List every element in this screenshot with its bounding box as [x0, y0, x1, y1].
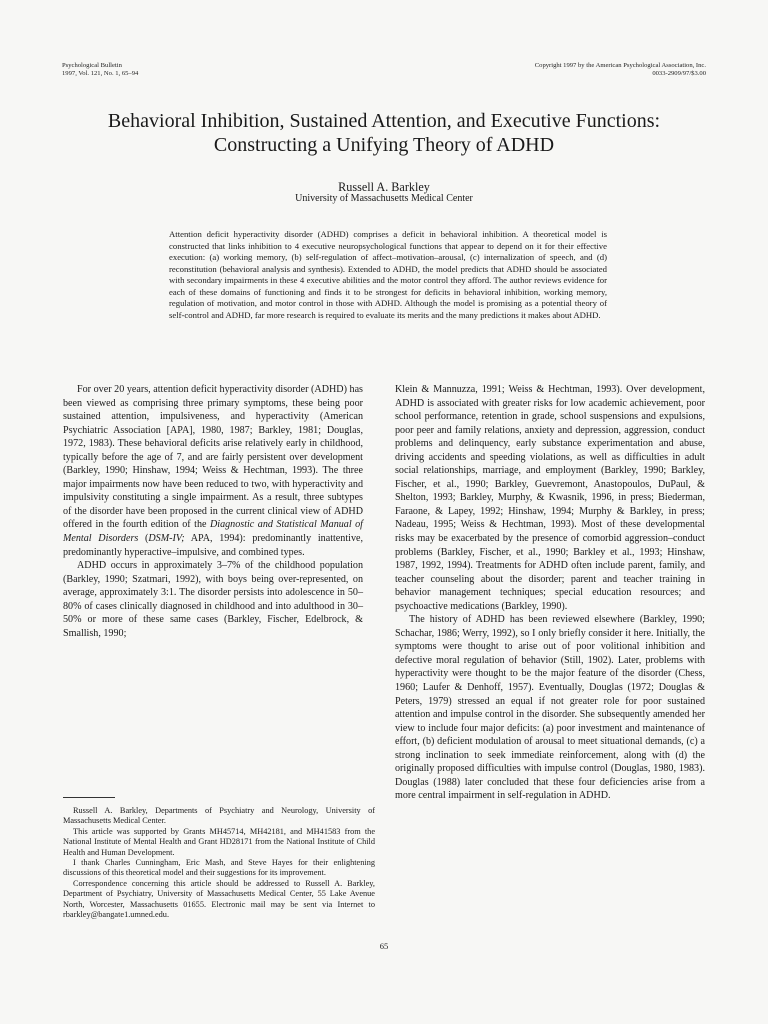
journal-name: Psychological Bulletin: [62, 62, 122, 69]
footnote-correspondence: Correspondence concerning this article should be addressed to Russell A. Barkley, Department of Psychiatry, University of Massachusetts Medical Center, 55 Lake Avenue North, Worcester, Massachusetts 01655. Electronic mail may be sent via Internet to rbarkley@bangate1.umned.edu.: [63, 878, 375, 920]
intro-paragraph-2: ADHD occurs in approximately 3–7% of the childhood population (Barkley, 1990; Szatmari, 1992), with boys being over-represented, on average, approximately 3:1. The disorder persists into adolescence in 50–80% of cases clinically diagnosed in childhood and into adulthood in 30–50% or more of these same cases (Barkley, Fischer, Edelbrock, & Smallish, 1990;: [63, 560, 363, 639]
dsm-abbrev: DSM-IV;: [148, 533, 185, 545]
copyright-header: [535, 62, 706, 77]
right-paragraph-1: Klein & Mannuzza, 1991; Weiss & Hechtman, 1993). Over development, ADHD is associated with greater risks for low academic achievement, poor school performance, retention in grade, school suspensions and expulsions, poor peer and family relations, anxiety and depression, aggression, conduct problems and delinquency, early substance experimentation and abuse, driving accidents and speeding violations, as well as difficulties in adult social relationships, marriage, and employment (Barkley, 1990; Barkley, Fischer, et al., 1990; Barkley, Guevremont, Anastopoulos, DuPaul, & Shelton, 1993; Barkley, Murphy, & Kwasnik, 1996, in press; Biederman, Faraone, & Lapey, 1992; Hinshaw, 1994; Murphy & Barkley, in press; Nadeau, 1995; Weiss & Hechtman, 1993). Most of these developmental risks may be exacerbated by the presence of comorbid aggression–conduct problems (Barkley, Fischer, et al., 1990; Barkley et al., 1993; Hinshaw, 1987, 1992, 1994). Treatments for ADHD often include parent, family, and teacher counseling about the disorder; parent and teacher training in behavior management techniques; special education resources; and psychoactive medications (Barkley, 1990).: [395, 384, 705, 612]
intro-text-c: APA, 1994): predominantly inattentive, predominantly hyperactive–impulsive, and combined types.: [63, 533, 363, 558]
intro-text-b: (: [138, 533, 149, 545]
right-paragraph-2: The history of ADHD has been reviewed elsewhere (Barkley, 1990; Schachar, 1986; Werry, 1992), so I only briefly consider it here. Initially, the symptoms were thought to arise out of poor volitional inhibition and defective moral regulation of behavior (Still, 1902). Later, problems with hyperactivity were thought to be the major feature of the disorder (Chess, 1960; Laufer & Denhoff, 1957). Eventually, Douglas (1972; Douglas & Peters, 1979) stressed an equal if not greater role for poor sustained attention and impulse control in the disorder. She subsequently amended her view to include four major deficits: (a) poor investment and maintenance of effort, (b) deficient modulation of arousal to meet situational demands, (c) a strong inclination to seek immediate reinforcement, along with (d) the originally proposed difficulties with impulse control (Douglas, 1980, 1983). Douglas (1988) later concluded that these four deficiencies arise from a more central impairment in self-regulation in ADHD.: [395, 614, 705, 802]
issn: 0033-2909/97/$3.00: [652, 69, 706, 77]
volume-info: 1997, Vol. 121, No. 1, 65–94: [62, 69, 139, 77]
dsm-title: Diagnostic and Statistical Manual of Mental Disorders: [63, 519, 363, 545]
page-number: 65: [379, 941, 389, 951]
footnote-rule: [63, 797, 115, 798]
footnote-grants: This article was supported by Grants MH45714, MH42181, and MH41583 from the National Institute of Mental Health and Grant HD28171 from the National Institute of Child Health and Human Development.: [63, 826, 375, 857]
right-column: [395, 383, 705, 803]
title-line-2: Constructing a Unifying Theory of ADHD: [213, 134, 555, 156]
left-column: [63, 383, 363, 640]
footnotes: [63, 806, 375, 920]
article-title: [40, 109, 728, 157]
title-line-1: Behavioral Inhibition, Sustained Attention, and Executive Functions:: [107, 110, 661, 132]
abstract: Attention deficit hyperactivity disorder (ADHD) comprises a deficit in behavioral inhibition. A theoretical model is constructed that links inhibition to 4 executive neuropsychological functions that appear to depend on it for their effective execution: (a) working memory, (b) self-regulation of affect–motivation–arousal, (c) internalization of speech, and (d) reconstitution (behavioral analysis and synthesis). Extended to ADHD, the model predicts that ADHD should be associated with secondary impairments in these 4 executive abilities and the motor control they afford. The author reviews evidence for each of these domains of functioning and finds it to be strongest for deficits in behavioral inhibition, working memory, regulation of motivation, and motor control in those with ADHD. Although the model is promising as a potential theory of self-control and ADHD, far more research is required to evaluate its merits and the many predictions it makes about ADHD.: [169, 229, 607, 320]
footnote-acknowledgments: I thank Charles Cunningham, Eric Mash, and Steve Hayes for their enlightening discussions of this theoretical model and their suggestions for its improvement.: [63, 858, 375, 878]
intro-text-a: For over 20 years, attention deficit hyperactivity disorder (ADHD) has been viewed as comprising three primary symptoms, these being poor sustained attention, impulsiveness, and hyperactivity (American Psychiatric Association [APA], 1980, 1987; Barkley, 1981; Douglas, 1972, 1983). These behavioral deficits arise relatively early in childhood, typically before the age of 7, and are fairly persistent over development (Barkley, 1990; Hinshaw, 1994; Weiss & Hechtman, 1993). The three major impairments now have been reduced to two, with hyperactivity and impulsivity constituting a single impairment. As a result, three subtypes of the disorder have been proposed in the current clinical view of ADHD offered in the fourth edition of the: [63, 384, 363, 531]
copyright-notice: Copyright 1997 by the American Psychological Association, Inc.: [534, 62, 706, 69]
author-name: Russell A. Barkley: [338, 180, 430, 194]
footnote-affiliation: Russell A. Barkley, Departments of Psychiatry and Neurology, University of Massachusetts Medical Center.: [63, 806, 375, 826]
intro-paragraph-1: [63, 383, 363, 559]
author-affiliation: University of Massachusetts Medical Center: [295, 193, 473, 204]
journal-header: [62, 62, 138, 77]
